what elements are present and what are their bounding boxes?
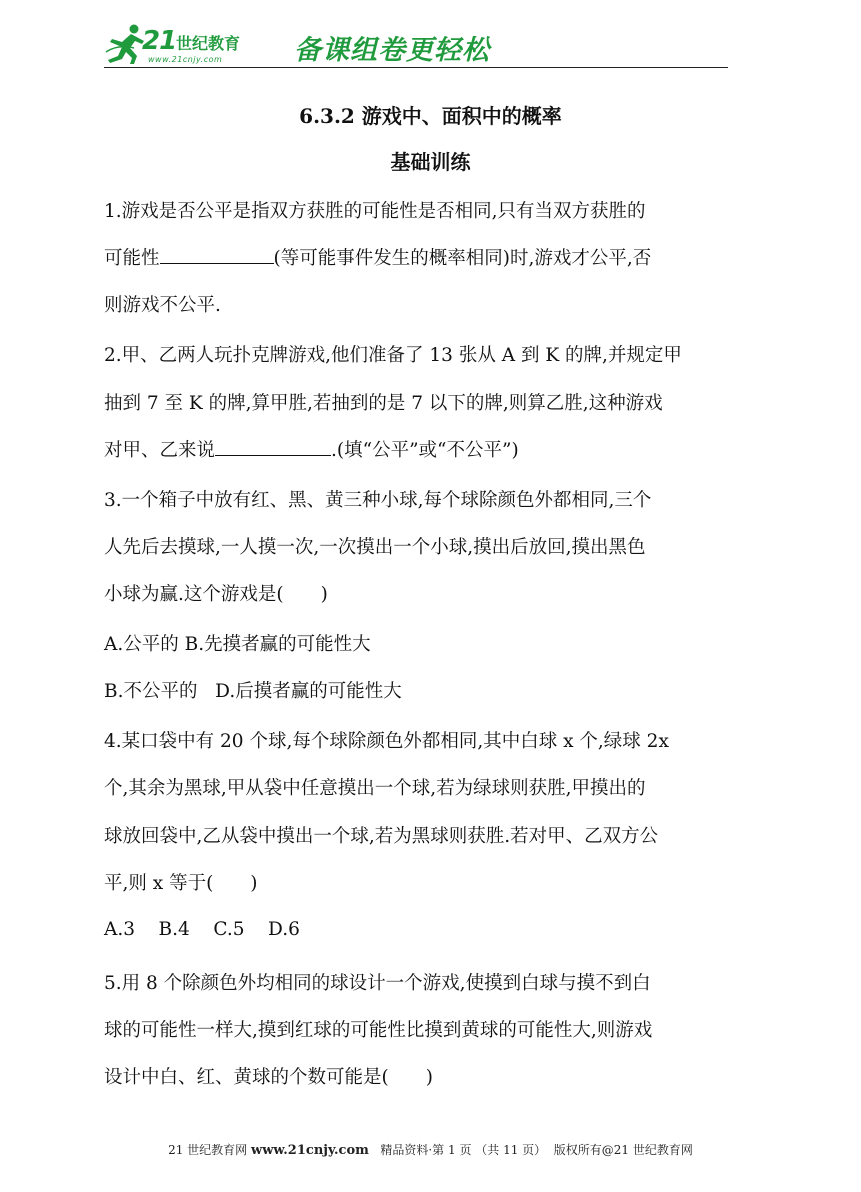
- q3-line-2: 人先后去摸球,一人摸一次,一次摸出一个小球,摸出后放回,摸出黑色: [104, 537, 646, 558]
- footer-copyright: 版权所有@21 世纪教育网: [553, 1143, 693, 1157]
- q4-line-3: 球放回袋中,乙从袋中摸出一个球,若为黑球则获胜.若对甲、乙双方公: [104, 826, 659, 847]
- q3-options-row-2: [104, 677, 402, 703]
- q2-answer-blank[interactable]: [215, 437, 331, 456]
- q3-options-row-1: [104, 630, 371, 656]
- q5-line-1: 5.用 8 个除颜色外均相同的球设计一个游戏,使摸到白球与摸不到白: [104, 973, 651, 994]
- q3-option-c[interactable]: B.不公平的: [104, 681, 198, 702]
- q4-line-1: 4.某口袋中有 20 个球,每个球除颜色外都相同,其中白球 x 个,绿球 2x: [104, 731, 669, 752]
- q4-option-c[interactable]: C.5: [213, 919, 245, 940]
- q4-option-b[interactable]: B.4: [158, 919, 190, 940]
- logo-url: www.21cnjy.com: [148, 55, 223, 64]
- q5-line-3: 设计中白、红、黄球的个数可能是( ): [104, 1067, 433, 1088]
- q1-line-2: [104, 244, 651, 270]
- section-subtitle: 基础训练: [390, 150, 471, 174]
- q2-text-before-blank: 对甲、乙来说: [104, 440, 216, 461]
- q3-line-1: 3.一个箱子中放有红、黑、黄三种小球,每个球除颜色外都相同,三个: [104, 490, 652, 511]
- q1-answer-blank[interactable]: [160, 245, 274, 264]
- q3-option-d[interactable]: D.后摸者赢的可能性大: [215, 681, 402, 702]
- q3-option-b[interactable]: B.先摸者赢的可能性大: [184, 634, 371, 655]
- q2-line-3: [104, 436, 519, 462]
- header-divider: [104, 67, 728, 68]
- q2-line-2: 抽到 7 至 K 的牌,算甲胜,若抽到的是 7 以下的牌,则算乙胜,这种游戏: [104, 393, 663, 414]
- q2-text-after-blank: .(填“公平”或“不公平”): [331, 440, 519, 461]
- logo-text: 世纪教育: [176, 34, 241, 53]
- footer-url[interactable]: www.21cnjy.com: [251, 1143, 369, 1158]
- page-title: 6.3.2 游戏中、面积中的概率: [299, 104, 562, 128]
- q4-option-d[interactable]: D.6: [268, 919, 300, 940]
- q1-text-after-blank: (等可能事件发生的概率相同)时,游戏才公平,否: [273, 248, 652, 269]
- footer-page-info: 精品资料·第 1 页 （共 11 页）: [380, 1143, 547, 1157]
- q2-line-1: 2.甲、乙两人玩扑克牌游戏,他们准备了 13 张从 A 到 K 的牌,并规定甲: [104, 345, 682, 366]
- q3-line-3: 小球为赢.这个游戏是( ): [104, 584, 328, 605]
- q4-line-4: 平,则 x 等于( ): [104, 873, 258, 894]
- q1-line-3: 则游戏不公平.: [104, 295, 221, 316]
- header-slogan: 备课组卷更轻松: [294, 35, 490, 66]
- q4-options-row: [104, 919, 300, 940]
- q5-line-2: 球的可能性一样大,摸到红球的可能性比摸到黄球的可能性大,则游戏: [104, 1020, 653, 1041]
- q1-text-before-blank: 可能性: [104, 248, 160, 269]
- q3-option-a[interactable]: A.公平的: [104, 634, 179, 655]
- q4-option-a[interactable]: A.3: [104, 919, 136, 940]
- q1-line-1: 1.游戏是否公平是指双方获胜的可能性是否相同,只有当双方获胜的: [104, 201, 646, 222]
- page-header: [104, 22, 728, 68]
- footer-site: 21 世纪教育网: [168, 1143, 248, 1157]
- page-footer: [0, 1141, 861, 1158]
- logo-number: 21: [142, 26, 177, 56]
- q4-line-2: 个,其余为黑球,甲从袋中任意摸出一个球,若为绿球则获胜,甲摸出的: [104, 778, 646, 799]
